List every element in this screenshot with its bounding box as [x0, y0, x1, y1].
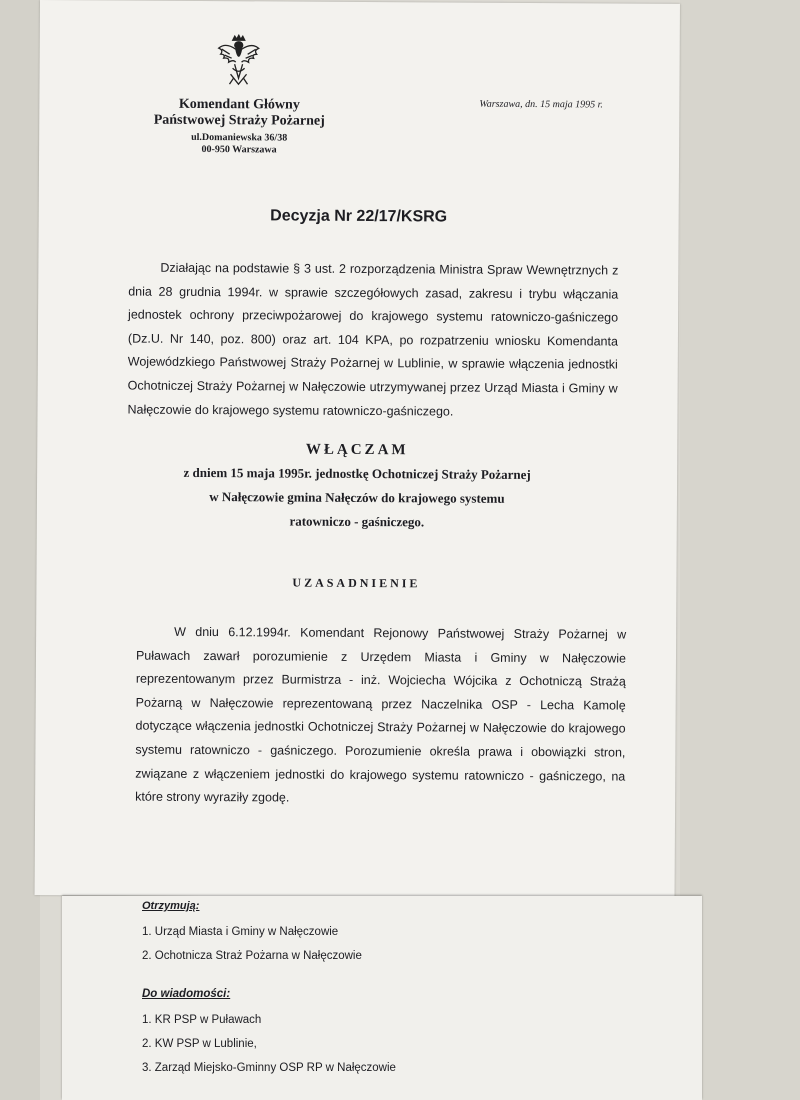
decision-line: w Nałęczowie gmina Nałęczów do krajowego systemu [209, 489, 505, 506]
list-item: 2. Ochotnicza Straż Pożarna w Nałęczowie [142, 950, 362, 962]
issuer-block [139, 97, 339, 157]
issuer-organization: Państwowej Straży Pożarnej [153, 112, 325, 129]
issuer-postal-city: 00-950 Warszawa [201, 143, 277, 156]
recipients-list [142, 920, 362, 968]
for-information-list [142, 1008, 396, 1080]
list-item: 3. Zarząd Miejsko-Gminny OSP RP w Nałęczowie [142, 1062, 396, 1074]
distribution-page [62, 896, 702, 1100]
list-item: 1. Urząd Miasta i Gminy w Nałęczowie [142, 926, 339, 938]
issuer-title: Komendant Główny [178, 96, 300, 113]
for-information-heading: Do wiadomości: [142, 988, 231, 1000]
decision-text [37, 460, 677, 536]
eagle-emblem-icon [215, 34, 261, 86]
issuer-street: ul.Domaniewska 36/38 [191, 131, 288, 144]
justification-heading: UZASADNIENIE [292, 575, 421, 591]
decision-line: ratowniczo - gaśniczego. [289, 513, 425, 530]
decision-document-page [35, 0, 680, 899]
preamble-paragraph: Działając na podstawie § 3 ust. 2 rozporządzenia Ministra Spraw Wewnętrznych z dnia 28 grudnia 1994r. w sprawie szczegółowych zasad, zakresu i trybu włączania jednostek ochrony przeciwpożarowej do krajowego systemu ratowniczo-gaśniczego (Dz.U. Nr 140, poz. 800) oraz art. 104 KPA, po rozpatrzeniu wniosku Komendanta Wojewódzkiego Państwowej Straży Pożarnej w Lublinie, w sprawie włączenia jednostki Ochotniczej Straży Pożarnej w Nałęczowie utrzymywanej przez Urząd Miasta i Gminy w Nałęczowie do krajowego systemu ratowniczo-gaśniczego. [127, 260, 619, 419]
place-and-date: Warszawa, dn. 15 maja 1995 r. [479, 98, 603, 111]
recipients-heading: Otrzymują: [142, 900, 200, 912]
document-title: Decyzja Nr 22/17/KSRG [270, 207, 448, 226]
justification-paragraph: W dniu 6.12.1994r. Komendant Rejonowy Państwowej Straży Pożarnej w Puławach zawarł porozumienie z Urzędem Miasta i Gminy w Nałęczowie reprezentowanym przez Burmistrza - inż. Wojciecha Wójcika z Ochotniczą Strażą Pożarną w Nałęczowie reprezentowaną przez Naczelnika OSP - Lecha Kamolę dotyczące włączenia jednostki Ochotniczej Straży Pożarnej w Nałęczowie do krajowego systemu ratowniczo - gaśniczego. Porozumienie określa prawa i obowiązki stron, związane z włączeniem jednostki do krajowego systemu ratowniczo - gaśniczego, na które strony wyraziły zgodę. [135, 624, 627, 805]
decision-line: z dniem 15 maja 1995r. jednostkę Ochotniczej Straży Pożarnej [183, 464, 531, 483]
list-item: 1. KR PSP w Puławach [142, 1014, 262, 1026]
decision-heading: WŁĄCZAM [305, 441, 409, 459]
background-surface-left [0, 0, 40, 1100]
list-item: 2. KW PSP w Lublinie, [142, 1038, 257, 1050]
